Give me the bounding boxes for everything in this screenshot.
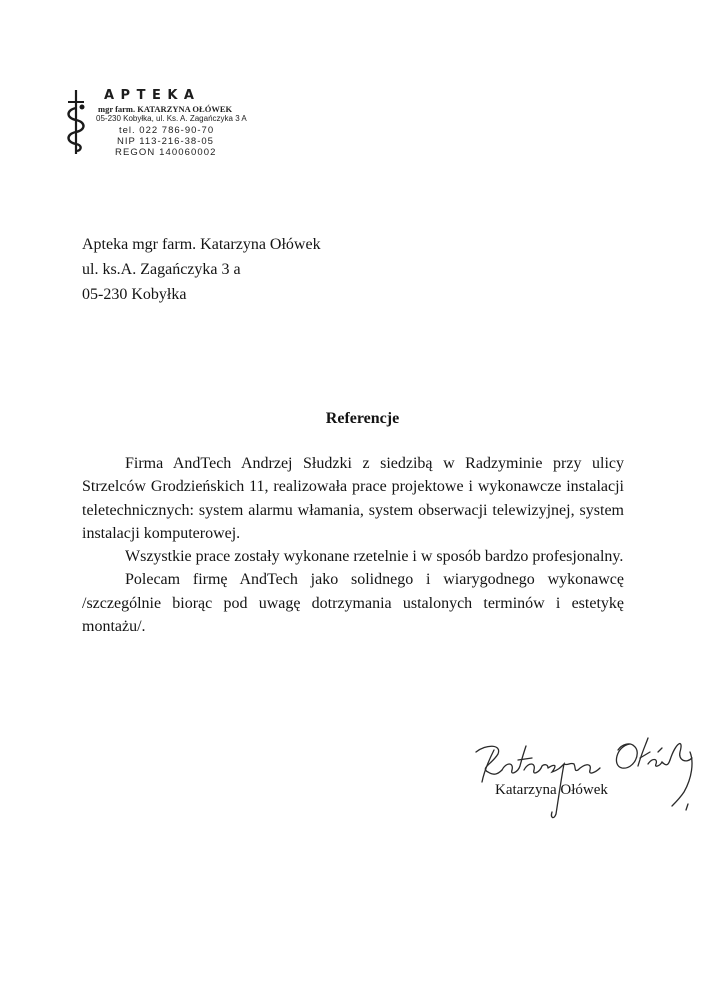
stamp-regon: REGON 140060002 (115, 147, 217, 158)
stamp-nip: NIP 113-216-38-05 (117, 136, 214, 147)
address-line-3: 05-230 Kobyłka (82, 286, 187, 303)
address-line-2: ul. ks.A. Zagańczyka 3 a (82, 261, 241, 278)
handwritten-signature (462, 722, 702, 832)
stamp-owner: mgr farm. KATARZYNA OŁÓWEK (98, 104, 233, 114)
stamp-title: APTEKA (104, 88, 201, 103)
paragraph-2: Wszystkie prace zostały wykonane rzetelnie i w sposób bardzo profesjonalny. (125, 548, 624, 566)
stamp-address: 05-230 Kobyłka, ul. Ks. A. Zagańczyka 3 A (96, 114, 247, 123)
sender-address (82, 232, 321, 307)
address-line-1: Apteka mgr farm. Katarzyna Ołówek (82, 236, 321, 253)
pharmacy-stamp (64, 88, 294, 168)
paragraph-1: Firma AndTech Andrzej Słudzki z siedzibą w Radzyminie przy ulicy Strzelców Grodzieńskich 11, realizowała prace projektowe i wykonawcze instalacji teletechnicznych: system alarmu włamania, system obserwacji telewizyjnej, system instalacji komputerowej. (82, 455, 624, 542)
letter-body (82, 452, 624, 638)
aesculapius-icon (64, 88, 94, 156)
paragraph-3: Polecam firmę AndTech jako solidnego i wiarygodnego wykonawcę /szczególnie biorąc pod uwagę dotrzymania ustalonych terminów i estetykę montażu/. (82, 571, 624, 636)
document-title: Referencje (325, 410, 400, 427)
stamp-phone: tel. 022 786-90-70 (119, 125, 215, 136)
signer-name: Katarzyna Ołówek (495, 782, 608, 798)
